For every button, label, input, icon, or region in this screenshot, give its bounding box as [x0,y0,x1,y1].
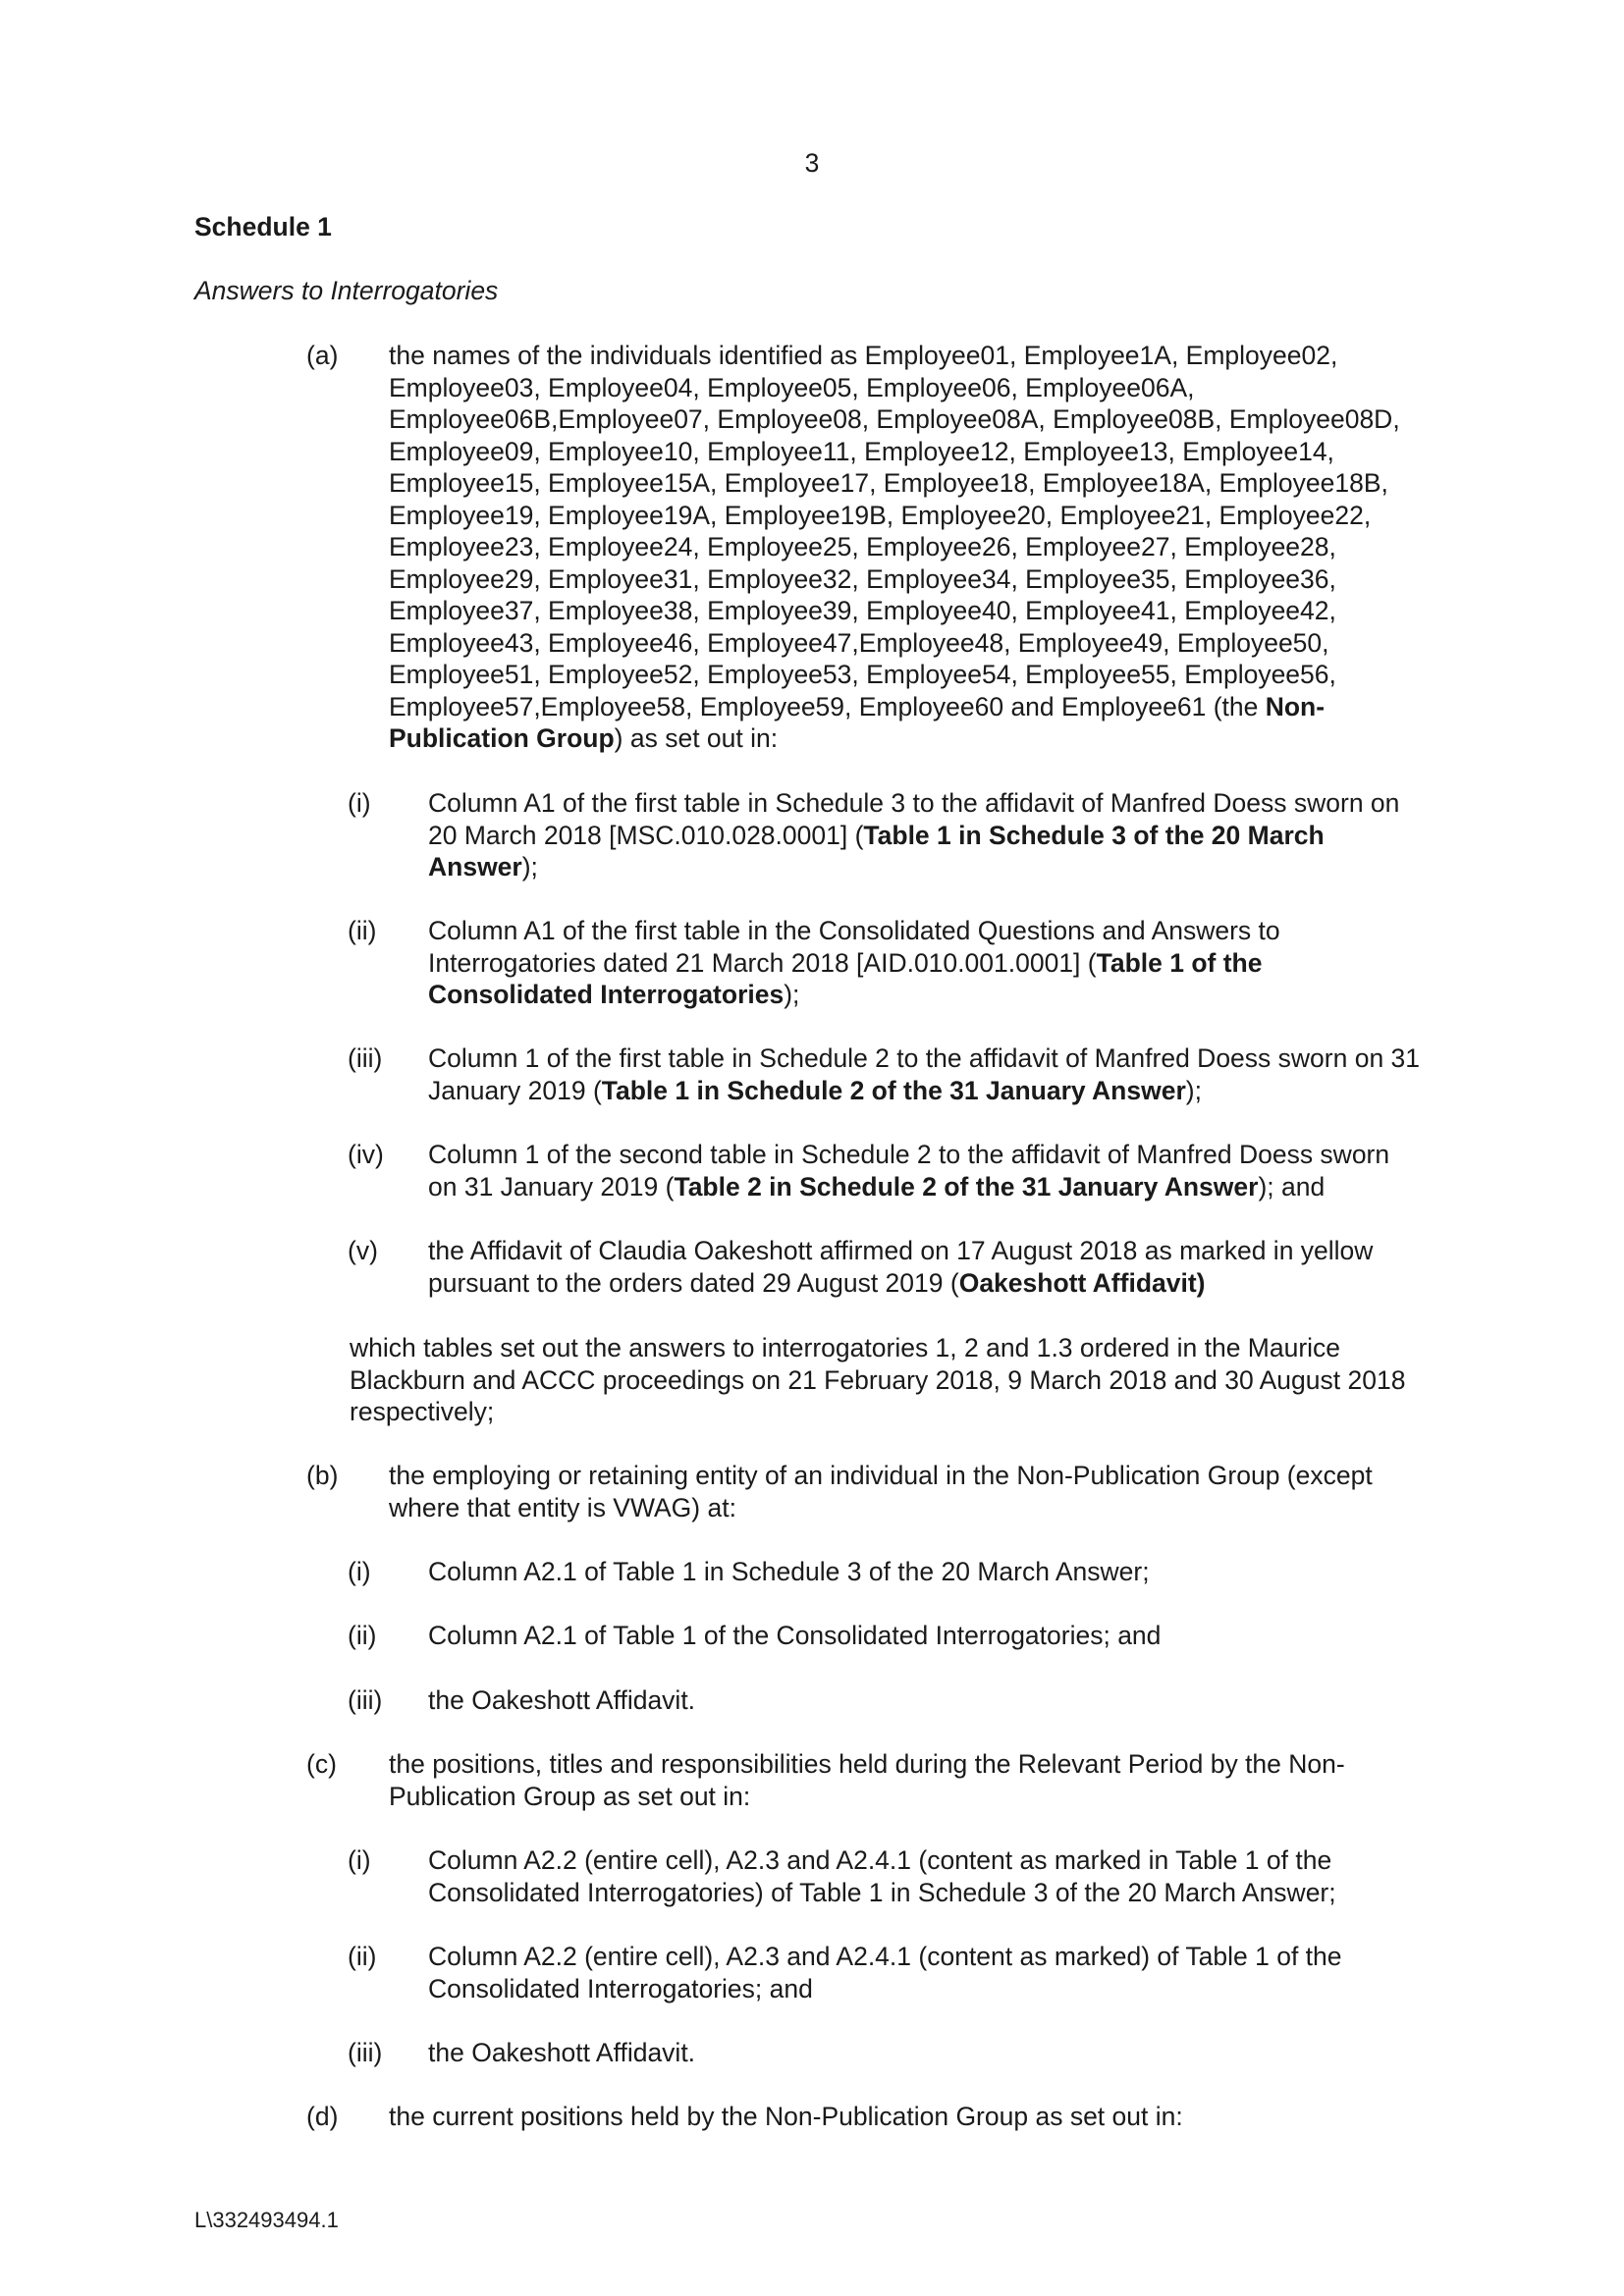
text-line: the Affidavit of Claudia Oakeshott affirmed on 17 August 2018 as marked in yellow [428,1236,1374,1265]
text-run: Interrogatories dated 21 March 2018 [AID.010.001.0001] ( [428,947,1097,978]
text-line [428,979,1489,1011]
text-line: respectively; [350,1397,495,1426]
text-line [428,1267,1489,1300]
text-line: Employee03, Employee04, Employee05, Employee06, Employee06A, [389,372,1195,402]
subitem-text [428,787,1489,883]
text-line: which tables set out the answers to interrogatories 1, 2 and 1.3 ordered in the Maurice [350,1333,1341,1362]
text-line [428,1171,1489,1203]
text-line [428,1075,1489,1107]
text-run: ); [784,980,800,1009]
text-run: ); and [1258,1171,1326,1201]
document-reference-footer: L\332493494.1 [194,2208,339,2232]
subitem-label: (iii) [348,1685,383,1715]
text-line: Column 1 of the first table in Schedule 2 to the affidavit of Manfred Doess sworn on 31 [428,1043,1421,1073]
text-line: Employee06B,Employee07, Employee08, Employee08A, Employee08B, Employee08D, [389,404,1400,434]
defined-term: Table 1 in Schedule 3 of the 20 March [863,820,1325,850]
schedule-heading: Schedule 1 [194,212,332,241]
text-run: Employee57,Employee58, Employee59, Employee60 and Employee61 (the [389,691,1266,721]
text-line: Consolidated Interrogatories; and [428,1973,813,2003]
item-a-tail-paragraph [350,1332,1489,1428]
subitem-text [428,915,1489,1011]
text-line [428,820,1489,852]
item-text [389,340,1469,755]
text-line: Employee15, Employee15A, Employee17, Employee18, Employee18A, Employee18B, [389,468,1388,498]
text-run: pursuant to the orders dated 29 August 2019 ( [428,1267,959,1298]
subitem-label: (ii) [348,1942,377,1971]
subitem-label: (ii) [348,916,377,945]
item-label: (d) [306,2102,339,2131]
defined-term: Oakeshott Affidavit) [958,1267,1206,1298]
text-line: the employing or retaining entity of an individual in the Non-Publication Group (except [389,1461,1373,1490]
text-line: Column 1 of the second table in Schedule 2 to the affidavit of Manfred Doess sworn [428,1140,1390,1169]
subitem-label: (iii) [348,2038,383,2067]
item-label: (b) [306,1461,339,1490]
subitem-text [428,1844,1489,1908]
defined-term: Publication Group [389,723,615,753]
text-run: ) as set out in: [614,723,779,753]
subitem-text [428,1235,1489,1299]
text-line: Employee09, Employee10, Employee11, Employee12, Employee13, Employee14, [389,436,1334,466]
text-line: the Oakeshott Affidavit. [428,2038,696,2067]
schedule-subheading: Answers to Interrogatories [194,276,499,305]
text-line [428,851,1489,883]
text-line [389,691,1469,723]
text-line: Employee19, Employee19A, Employee19B, Employee20, Employee21, Employee22, [389,500,1372,530]
text-line [389,722,1469,755]
text-line: Employee51, Employee52, Employee53, Employee54, Employee55, Employee56, [389,660,1336,689]
text-line: the positions, titles and responsibilities held during the Relevant Period by the Non- [389,1749,1345,1779]
defined-term: Table 1 in Schedule 2 of the 31 January Answer [601,1075,1186,1105]
text-run: 20 March 2018 [MSC.010.028.0001] ( [428,820,864,850]
text-line: Employee23, Employee24, Employee25, Employee26, Employee27, Employee28, [389,532,1336,561]
subitem-label: (i) [348,1557,371,1586]
subitem-text [428,1941,1489,2004]
subitem-label: (ii) [348,1621,377,1650]
item-label: (a) [306,341,339,370]
text-line: the names of the individuals identified as Employee01, Employee1A, Employee02, [389,341,1338,370]
item-text: the current positions held by the Non-Publication Group as set out in: [389,2102,1183,2131]
text-run: ); [521,852,538,881]
subitem-label: (i) [348,1845,371,1875]
item-text [389,1748,1469,1812]
defined-term: Consolidated Interrogatories [428,980,785,1009]
text-line [428,947,1489,980]
text-line: Employee43, Employee46, Employee47,Employee48, Employee49, Employee50, [389,627,1329,658]
text-line: Blackburn and ACCC proceedings on 21 February 2018, 9 March 2018 and 30 August 2018 [350,1364,1406,1395]
subitem-text: Column A2.1 of Table 1 in Schedule 3 of the 20 March Answer; [428,1557,1150,1586]
item-label: (c) [306,1749,337,1779]
page-number: 3 [804,148,820,178]
subitem-text [428,1042,1489,1106]
text-line: where that entity is VWAG) at: [389,1492,736,1522]
text-run: on 31 January 2019 ( [428,1171,675,1201]
defined-term: Answer [428,852,522,881]
text-line: Employee37, Employee38, Employee39, Employee40, Employee41, Employee42, [389,596,1336,625]
subitem-text: the Oakeshott Affidavit. [428,1685,696,1715]
text-line: Consolidated Interrogatories) of Table 1 in Schedule 3 of the 20 March Answer; [428,1877,1336,1907]
subitem-text [428,2037,1489,2069]
text-line: Publication Group as set out in: [389,1781,751,1811]
defined-term: Table 2 in Schedule 2 of the 31 January Answer [674,1171,1259,1201]
text-run: ); [1185,1075,1202,1105]
item-text [389,1460,1469,1523]
subitem-label: (v) [348,1236,378,1265]
subitem-text: Column A2.1 of Table 1 of the Consolidated Interrogatories; and [428,1621,1162,1650]
subitem-text [428,1139,1489,1202]
text-line: Column A1 of the first table in Schedule 3 to the affidavit of Manfred Doess sworn on [428,788,1400,818]
defined-term: Table 1 of the [1096,947,1263,978]
text-line: Column A2.2 (entire cell), A2.3 and A2.4.1 (content as marked) of Table 1 of the [428,1942,1342,1971]
text-line: Column A1 of the first table in the Consolidated Questions and Answers to [428,916,1280,945]
subitem-label: (iv) [348,1140,384,1169]
text-line: Employee29, Employee31, Employee32, Employee34, Employee35, Employee36, [389,563,1336,594]
text-run: January 2019 ( [428,1075,602,1105]
subitem-label: (i) [348,788,371,818]
subitem-label: (iii) [348,1043,383,1073]
text-line: Column A2.2 (entire cell), A2.3 and A2.4.1 (content as marked in Table 1 of the [428,1845,1332,1875]
defined-term: Non- [1265,691,1326,721]
